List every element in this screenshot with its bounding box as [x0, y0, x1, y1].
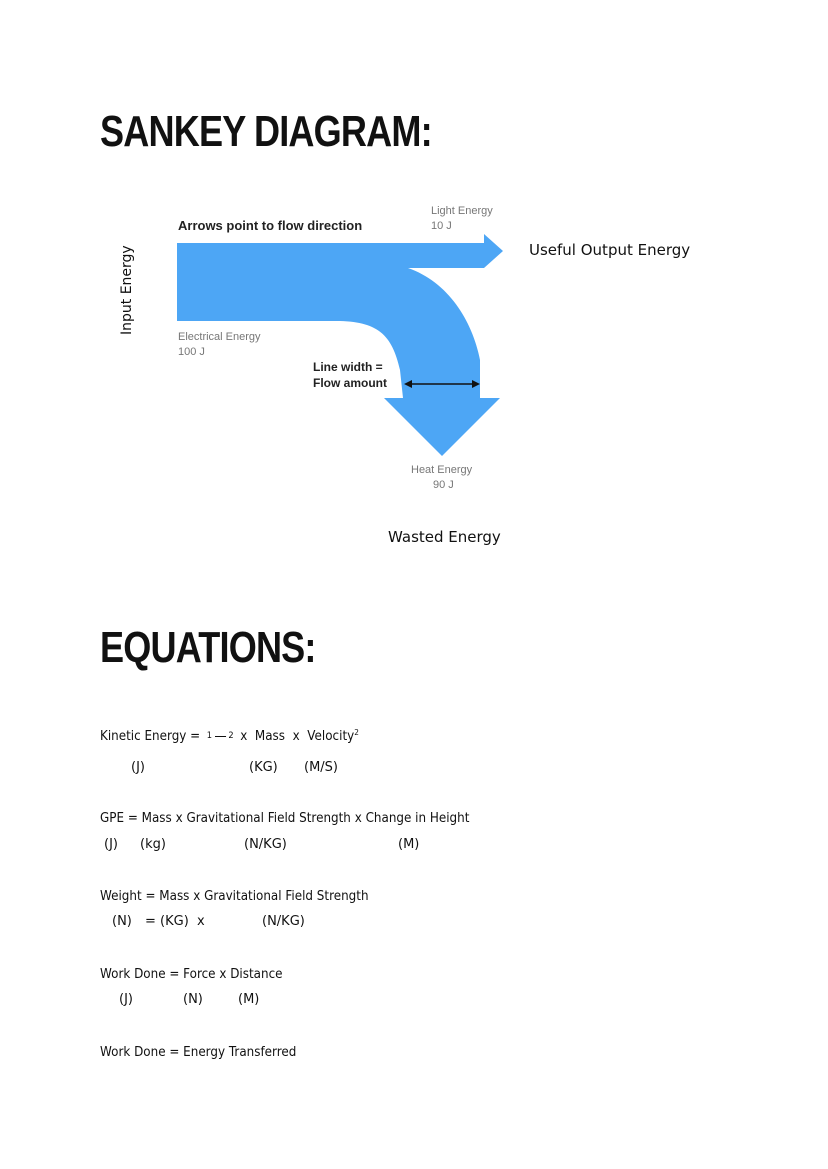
flow-caption: Arrows point to flow direction [178, 218, 363, 233]
ke-squared: 2 [354, 728, 359, 737]
electrical-energy-value: 100 J [178, 346, 205, 358]
weight-equation: Weight = Mass x Gravitational Field Strength [100, 889, 369, 904]
frac-numerator: 1 [206, 731, 213, 742]
wasted-energy-label: Wasted Energy [388, 528, 501, 546]
ke-lhs: Kinetic Energy = [100, 729, 201, 745]
gpe-unit-j: (J) [104, 837, 118, 852]
sankey-flow-band [177, 234, 503, 456]
ke-unit-j: (J) [131, 760, 145, 775]
gpe-unit-nkg: (N/KG) [244, 837, 287, 852]
gpe-equation: GPE = Mass x Gravitational Field Strength x Change in Height [100, 811, 470, 826]
frac-denominator: 2 [228, 731, 234, 742]
gpe-unit-kg: (kg) [140, 837, 166, 852]
equations-heading: EQUATIONS: [100, 623, 316, 672]
useful-output-label: Useful Output Energy [529, 241, 691, 259]
kinetic-energy-equation [100, 728, 359, 744]
work-unit-m: (M) [238, 992, 260, 1007]
gpe-unit-m: (M) [398, 837, 420, 852]
electrical-energy-label: Electrical Energy [178, 331, 261, 343]
work-unit-j: (J) [119, 992, 133, 1007]
ke-unit-kg: (KG) [249, 760, 278, 775]
line-width-label-1: Line width = [313, 360, 383, 374]
weight-unit-kg: = (KG) x [145, 914, 205, 929]
half-fraction [207, 732, 234, 741]
heat-energy-label: Heat Energy [411, 464, 473, 476]
sankey-heading: SANKEY DIAGRAM: [100, 107, 432, 156]
heat-energy-value: 90 J [433, 479, 454, 491]
line-width-label-2: Flow amount [313, 376, 387, 390]
weight-unit-n: (N) [112, 914, 132, 929]
work-unit-n: (N) [183, 992, 203, 1007]
weight-unit-nkg: (N/KG) [262, 914, 305, 929]
light-energy-value: 10 J [431, 220, 452, 232]
ke-rhs: x Mass x Velocity [240, 729, 355, 745]
work-done-equation: Work Done = Force x Distance [100, 967, 283, 982]
work-energy-equation: Work Done = Energy Transferred [100, 1045, 297, 1060]
light-energy-label: Light Energy [431, 205, 493, 217]
ke-unit-ms: (M/S) [304, 760, 338, 775]
input-energy-label: Input Energy [119, 245, 135, 335]
